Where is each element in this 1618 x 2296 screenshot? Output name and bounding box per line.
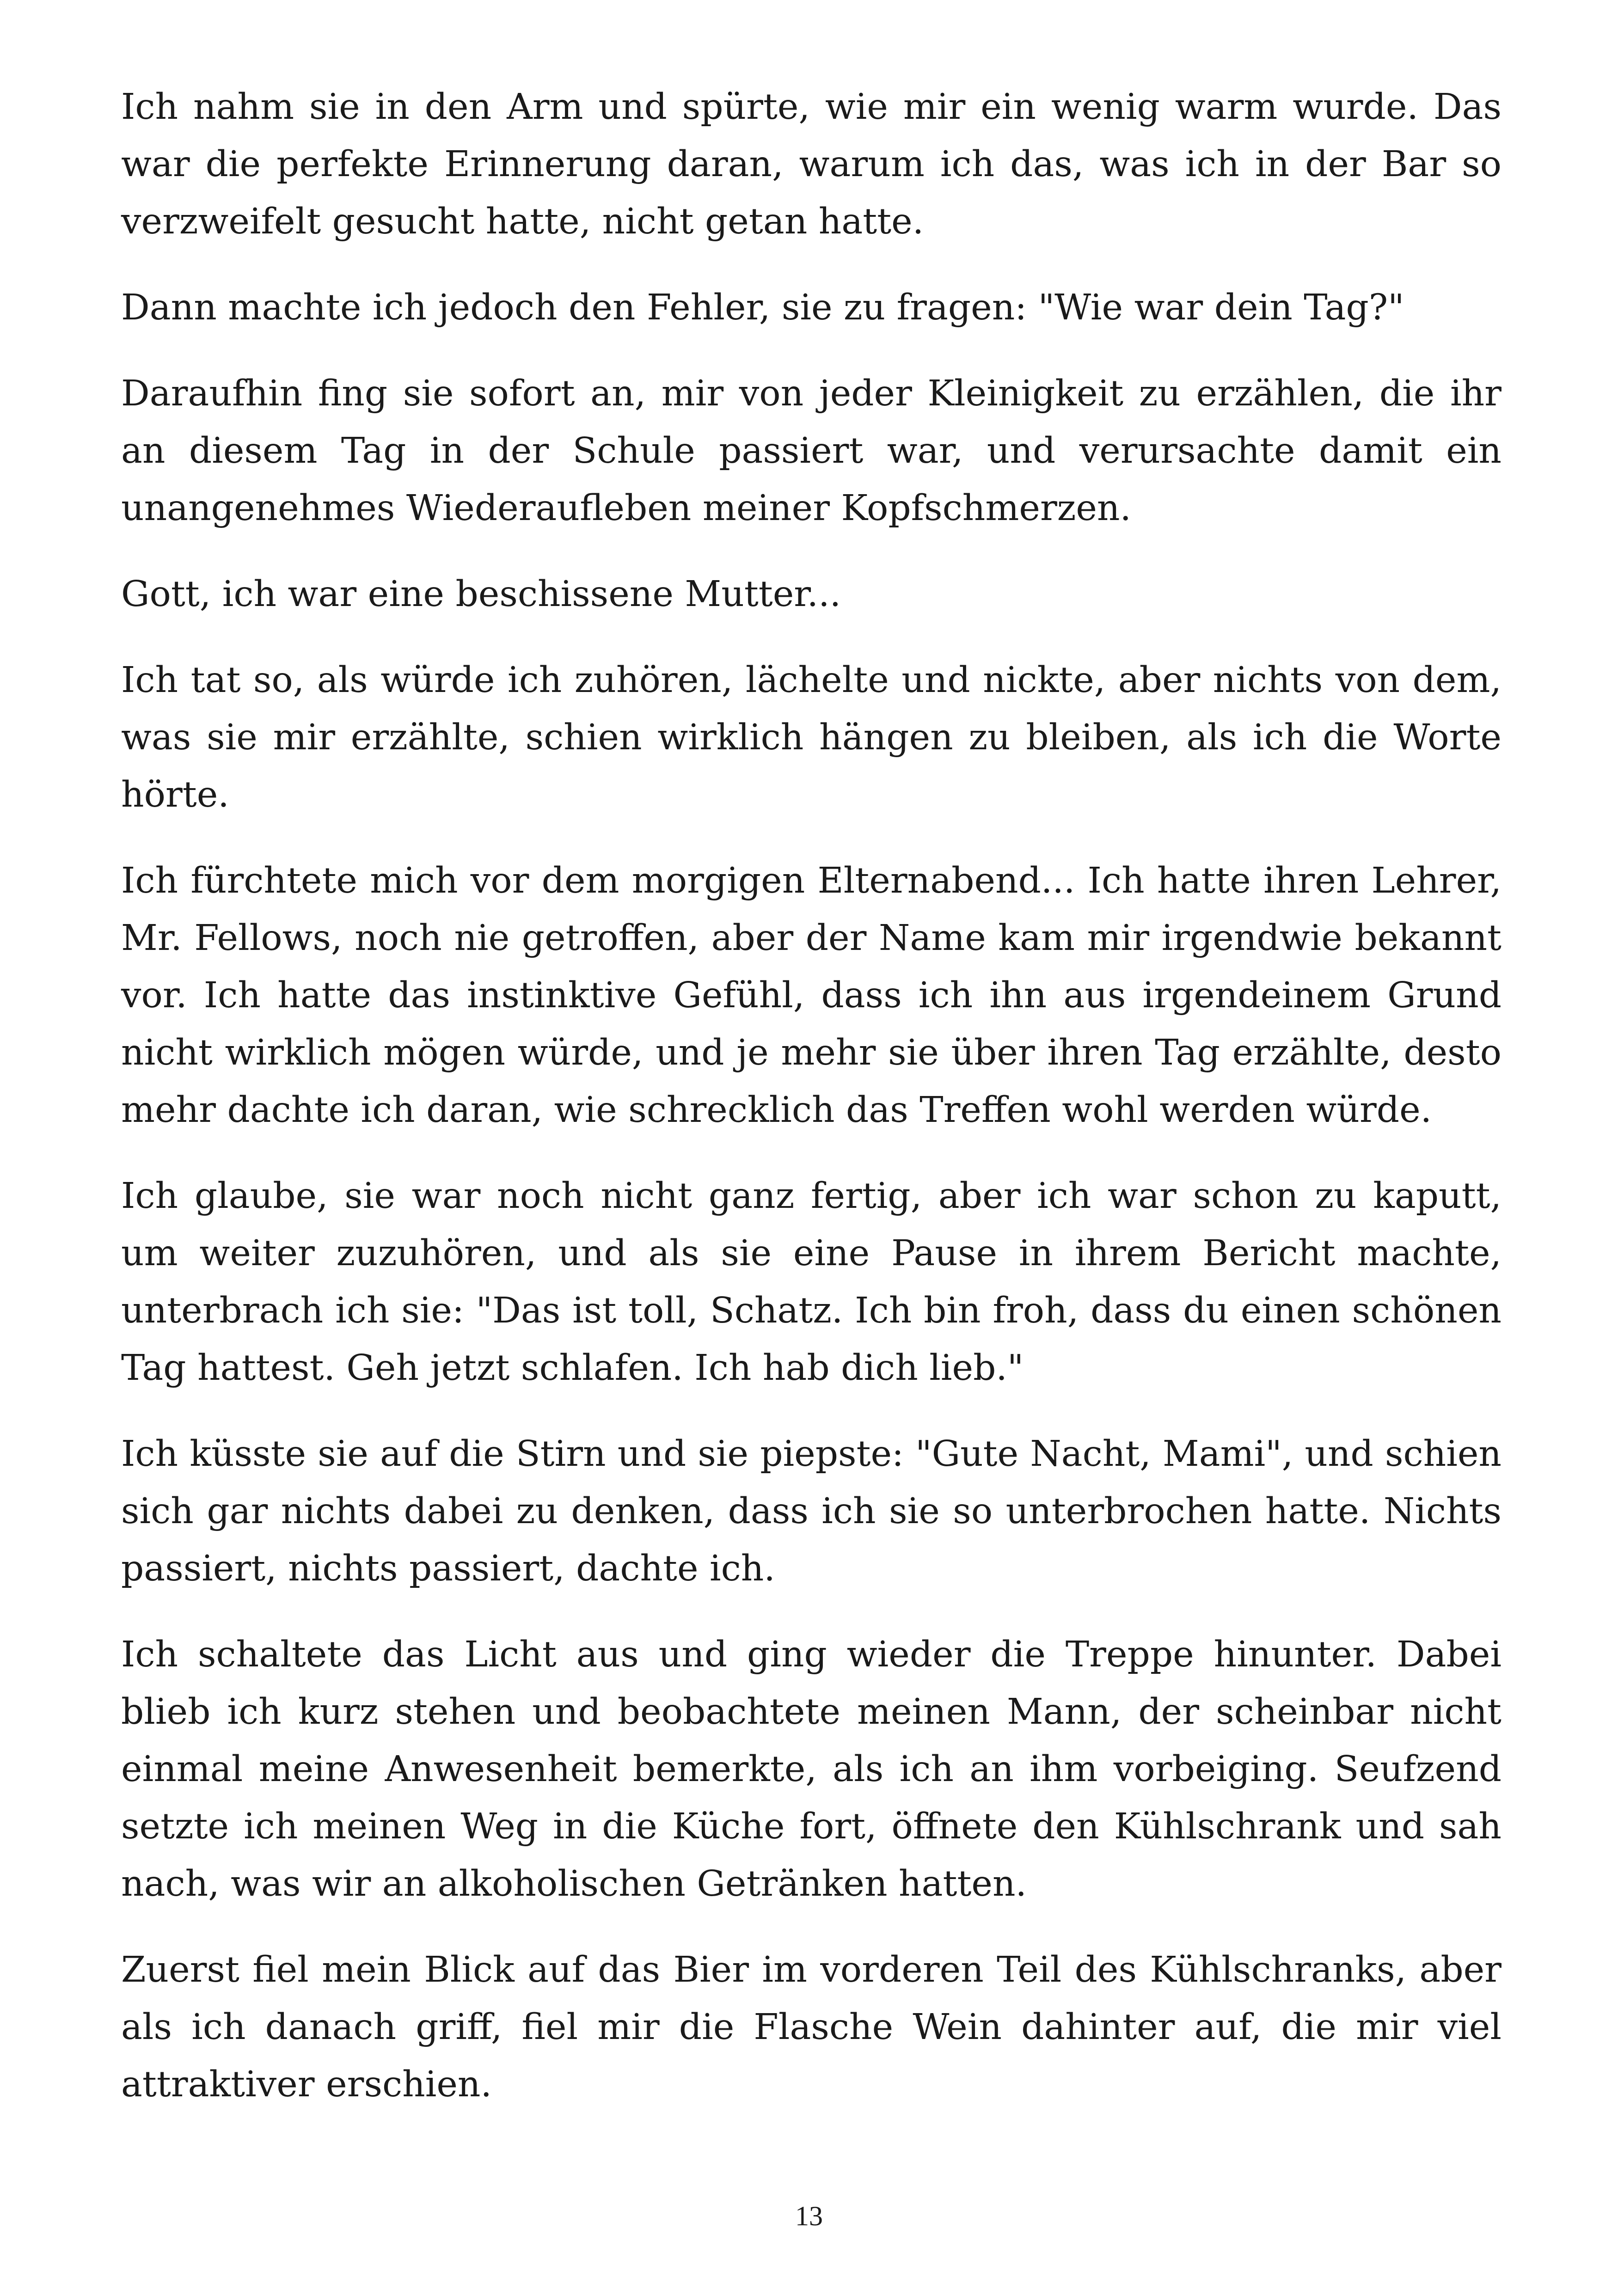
paragraph: Ich nahm sie in den Arm und spürte, wie mir ein wenig warm wurde. Das war die perfekte Erinnerung daran, warum ich das, was ich in der Bar so verzweifelt gesucht hatte, nicht getan hatte. bbox=[121, 86, 1502, 242]
page-body bbox=[121, 79, 1502, 2142]
paragraph: Zuerst fiel mein Blick auf das Bier im vorderen Teil des Kühlschranks, aber als ich danach griff, fiel mir die Flasche Wein dahinter auf, die mir viel attraktiver erschien. bbox=[121, 1949, 1502, 2105]
paragraph: Daraufhin fing sie sofort an, mir von jeder Kleinigkeit zu erzählen, die ihr an diesem Tag in der Schule passiert war, und verursachte damit ein unangenehmes Wiederaufleben meiner Kopfschmerzen. bbox=[121, 373, 1502, 529]
paragraph: Ich glaube, sie war noch nicht ganz fertig, aber ich war schon zu kaputt, um weiter zuzuhören, und als sie eine Pause in ihrem Bericht machte, unterbrach ich sie: "Das ist toll, Schatz. Ich bin froh, dass du einen schönen Tag hattest. Geh jetzt schlafen. Ich hab dich lieb." bbox=[121, 1176, 1502, 1389]
paragraph: Ich fürchtete mich vor dem morgigen Elternabend... Ich hatte ihren Lehrer, Mr. Fellows, noch nie getroffen, aber der Name kam mir irgendwie bekannt vor. Ich hatte das instinktive Gefühl, dass ich ihn aus irgendeinem Grund nicht wirklich mögen würde, und je mehr sie über ihren Tag erzählte, desto mehr dachte ich daran, wie schrecklich das Treffen wohl werden würde. bbox=[121, 860, 1502, 1131]
paragraph: Ich schaltete das Licht aus und ging wieder die Treppe hinunter. Dabei blieb ich kurz stehen und beobachtete meinen Mann, der scheinbar nicht einmal meine Anwesenheit bemerkte, als ich an ihm vorbeiging. Seufzend setzte ich meinen Weg in die Küche fort, öffnete den Kühlschrank und sah nach, was wir an alkoholischen Getränken hatten. bbox=[121, 1634, 1502, 1904]
page-number: 13 bbox=[795, 2201, 823, 2231]
paragraph: Gott, ich war eine beschissene Mutter... bbox=[121, 574, 841, 615]
paragraph: Ich küsste sie auf die Stirn und sie piepste: "Gute Nacht, Mami", und schien sich gar nichts dabei zu denken, dass ich sie so unterbrochen hatte. Nichts passiert, nichts passiert, dachte ich. bbox=[121, 1433, 1502, 1589]
paragraph: Dann machte ich jedoch den Fehler, sie zu fragen: "Wie war dein Tag?" bbox=[121, 287, 1404, 328]
paragraph: Ich tat so, als würde ich zuhören, lächelte und nickte, aber nichts von dem, was sie mir erzählte, schien wirklich hängen zu bleiben, als ich die Worte hörte. bbox=[121, 660, 1502, 815]
